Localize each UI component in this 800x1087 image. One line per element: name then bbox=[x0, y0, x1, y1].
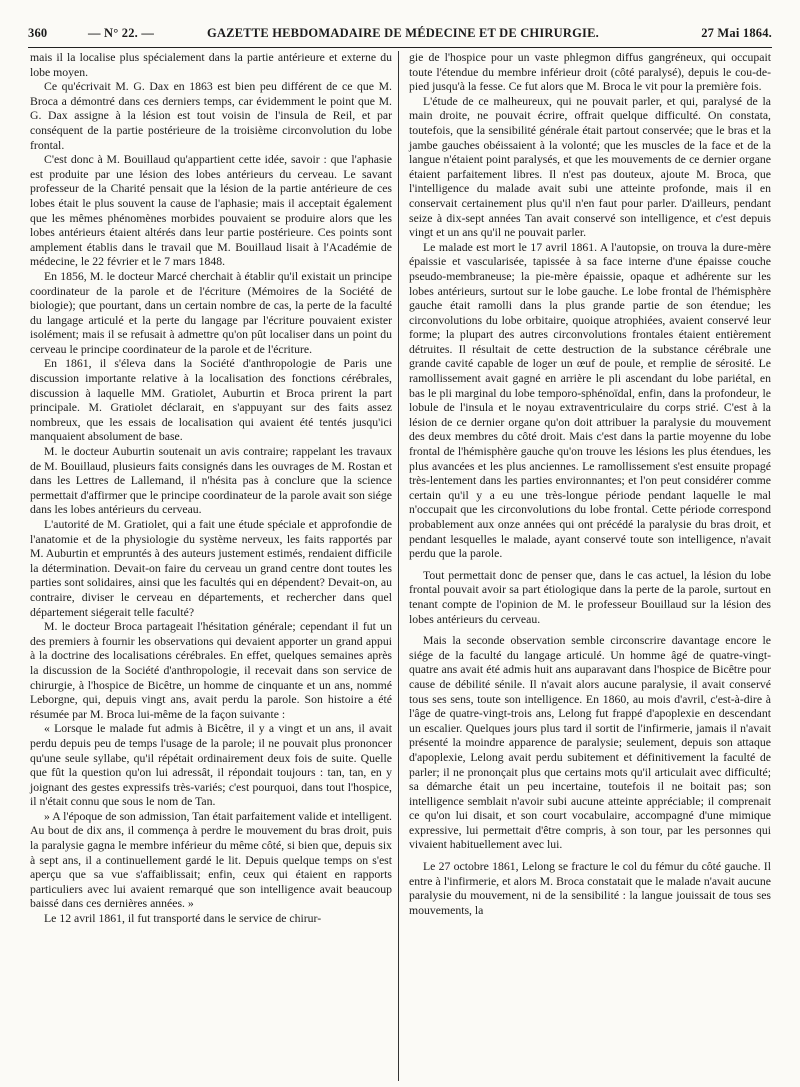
quote-paragraph: « Lorsque le malade fut admis à Bicêtre, il y a vingt et un ans, il avait perdu depuis peu de temps l'usage de la parole; il ne pouvait plus prononcer qu'une seule syllabe, qu'il répétait ordinairement deux fois de suite. Quelle que fût la question qu'on lui adressât, il répondait toujours : tan, tan, en y joignant des gestes expressifs très-variés; c'est pourquoi, dans tout l'hospice, il n'était connu que sous le nom de Tan. bbox=[30, 722, 392, 809]
page-number: 360 bbox=[28, 26, 48, 40]
paragraph: Le malade est mort le 17 avril 1861. A l'autopsie, on trouva la dure-mère épaissie et vascularisée, tapissée à sa face interne d'une épaisse couche pseudo-membraneuse; la pie-mère épaissie, opaque et adhérente sur les lobes antérieurs, surtout sur le lobe gauche. Le lobe frontal de l'hémisphère gauche était ramolli dans la plus grande partie de son étendue; les circonvolutions du lobe orbitaire, quoique atrophiées, avaient conservé leur forme; la plupart des autres circonvolutions frontales étaient entièrement détruites. Il résultait de cette destruction de la substance cérébrale une grande cavité capable de loger un œuf de poule, et remplie de sérosité. Le ramollissement avait gagné en arrière le pli ascendant du lobe pariétal, en bas le pli marginal du lobe temporo-sphénoïdal, enfin, dans la profondeur, le lobule de l'insula et le noyau extraventriculaire du corps strié. C'est à la lésion de ce dernier organe qu'on doit attribuer la paralysie du mouvement des deux membres du côté droit. Mais c'est dans la partie moyenne du lobe frontal de l'hémisphère gauche qu'on trouve les lésions les plus étendues, les plus avancées et les plus anciennes. Le ramollissement s'est ensuite propagé très-lentement dans les parties environnantes; et l'on peut considérer comme certain qu'il y a eu une très-longue période pendant laquelle le mal n'occupait que les circonvolutions du lobe frontal. Cette période correspond probablement aux onze années qui ont précédé la paralysie du bras droit, et pendant lesquelles le malade, ayant conservé toute son intelligence, n'avait perdu que la parole. bbox=[409, 240, 771, 561]
issue-number: — N° 22. — bbox=[88, 26, 155, 40]
paragraph: Ce qu'écrivait M. G. Dax en 1863 est bien peu différent de ce que M. Broca a démontré dans ces derniers temps, car évidemment le point que M. G. Dax assigne à la lésion est tout voisin de l'insula de Reil, et par conséquent de la partie postérieure de la troisième circonvolution du lobe frontal. bbox=[30, 80, 392, 152]
paragraph: M. le docteur Broca partageait l'hésitation générale; cependant il fut un des premiers à fournir les observations qui devaient apporter un grand appui à la doctrine des localisations cérébrales. En effet, quelques semaines après la discussion de la Société d'anthropologie, il recevait dans son service de chirurgie, à l'hospice de Bicêtre, un homme de cinquante et un ans, nommé Leborgne, qui, depuis vingt ans, avait perdu la parole. Son histoire a été résumée par M. Broca lui-même de la façon suivante : bbox=[30, 620, 392, 721]
paragraph: En 1856, M. le docteur Marcé cherchait à établir qu'il existait un principe coordinateur de la parole et de l'écriture (Mémoires de la Société de biologie); que pourtant, dans un certain nombre de cas, la perte de la faculté du langage articulé et la perte du langage par l'écriture pouvaient exister isolément; mais il se refusait à admettre qu'on pût localiser dans un point du cerveau le principe coordinateur de la parole et de l'écriture. bbox=[30, 269, 392, 356]
paragraph: L'étude de ce malheureux, qui ne pouvait parler, et qui, paralysé de la main droite, ne pouvait écrire, offrait quelque difficulté. On constata, toutefois, que la sensibilité générale était partout conservée; que le bras et la jambe gauches obéissaient à la volonté; que les muscles de la face et de la langue n'étaient point paralysés, et que les mouvements de ce dernier organe étaient parfaitement libres. Il n'est pas douteux, ajoute M. Broca, que l'intelligence du malade avait subi une atteinte profonde, mais il en conservait certainement plus qu'il n'en faut pour parler. D'ailleurs, pendant seize à dix-sept années Tan avait conservé son intelligence, et c'est depuis vingt et un ans qu'il ne pouvait parler. bbox=[409, 94, 771, 240]
paragraph: Le 12 avril 1861, il fut transporté dans le service de chirur- bbox=[44, 912, 322, 926]
paragraph: En 1861, il s'éleva dans la Société d'anthropologie de Paris une discussion importante relative à la localisation des fonctions cérébrales, discussion à laquelle MM. Gratiolet, Auburtin et Broca prirent la part principale. M. Gratiolet déclarait, en s'appuyant sur des faits assez nombreux, que les essais de localisation qui avaient été tentés jusqu'ici manquaient absolument de base. bbox=[30, 357, 392, 444]
paragraph: L'autorité de M. Gratiolet, qui a fait une étude spéciale et approfondie de l'anatomie et de la physiologie du système nerveux, les faits rapportés par M. Auburtin et empruntés à des auteurs justement estimés, rendaient difficile la détermination. Devait-on faire du cerveau un grand centre dont toutes les parties sont solidaires, ainsi que les facultés qui en dépendent? Devait-on, au contraire, diviser le cerveau en départements, et rechercher dans quel département siégerait telle faculté? bbox=[30, 518, 392, 619]
paragraph: mais il la localise plus spécialement dans la partie antérieure et externe du lobe moyen. bbox=[30, 51, 392, 79]
header-rule bbox=[28, 47, 772, 48]
paragraph: C'est donc à M. Bouillaud qu'appartient cette idée, savoir : que l'aphasie est produite par une lésion des lobes antérieurs du cerveau. Le savant professeur de la Charité pensait que la lésion de la partie antérieure de ces lobes était le plus souvent la cause de l'aphasie; mais il acceptait également que les mêmes phénomènes morbides pouvaient se produire alors que les lobes antérieurs étaient altérés dans leur partie postérieure. Ces points sont amplement établis dans le travail que M. Bouillaud lisait à l'Académie de médecine, le 22 février et le 7 mars 1848. bbox=[30, 153, 392, 269]
paragraph: M. le docteur Auburtin soutenait un avis contraire; rappelant les travaux de M. Bouillaud, plusieurs faits consignés dans les ouvrages de M. Rostan et dans les Lettres de Lallemand, il n'hésita pas à conclure que la science permettait d'affirmer que le principe coordinateur de la parole avait son siége dans les lobes antérieurs du cerveau. bbox=[30, 445, 392, 517]
page-header bbox=[28, 12, 772, 42]
issue-date: 27 Mai 1864. bbox=[701, 26, 772, 40]
journal-title: GAZETTE HEBDOMADAIRE DE MÉDECINE ET DE CHIRURGIE. bbox=[207, 26, 599, 40]
paragraph: Mais la seconde observation semble circonscrire davantage encore le siége de la faculté du langage articulé. Un homme âgé de quatre-vingt-quatre ans avait été admis huit ans auparavant dans l'hospice de Bicêtre pour cause de débilité sénile. Il n'avait alors aucune paralysie, il avait conservé tous ses sens, toute son intelligence. En 1860, au mois d'avril, c'est-à-dire à l'âge de quatre-vingt-trois ans, Lelong fut frappé d'apoplexie en descendant un escalier. Quelques jours plus tard il sortit de l'infirmerie, jamais il n'avait présenté la moindre apparence de paralysie; seulement, depuis son attaque d'apoplexie, Lelong avait perdu subitement et définitivement la faculté de parler; il ne prononçait plus que certains mots qu'il articulait avec difficulté; sa démarche était un peu incertaine, toutefois il ne boitait pas; son intelligence semblait n'avoir subi aucune atteinte appréciable; il comprenait ce qu'on lui disait, et son court vocabulaire, accompagné d'une mimique expressive, lui permettait d'être compris, à son tour, par les personnes qui vivaient habituellement avec lui. bbox=[409, 634, 771, 852]
paragraph: gie de l'hospice pour un vaste phlegmon diffus gangréneux, qui occupait toute l'étendue du membre inférieur droit (côté paralysé), depuis le cou-de-pied jusqu'à la fesse. Ce fut alors que M. Broca le vit pour la première fois. bbox=[409, 51, 771, 94]
left-column bbox=[30, 51, 392, 927]
paragraph: Le 27 octobre 1861, Lelong se fracture le col du fémur du côté gauche. Il entre à l'infirmerie, et alors M. Broca constatait que le malade n'avait aucune paralysie du mouvement, ni de la sensibilité : la langue jouissait de tous ses mouvements, la bbox=[409, 860, 771, 917]
quote-paragraph: » A l'époque de son admission, Tan était parfaitement valide et intelligent. Au bout de dix ans, il commença à perdre le mouvement du bras droit, puis la paralysie gagna le membre inférieur du même côté, si bien que, depuis six à sept ans, il a continuellement gardé le lit. Depuis quelque temps on s'est aperçu que sa vue s'affaiblissait; enfin, ceux qui étaient en rapports particuliers avec lui avaient remarqué que son intelligence avait beaucoup baissé dans ces dernières années. » bbox=[30, 809, 392, 911]
paragraph: Tout permettait donc de penser que, dans le cas actuel, la lésion du lobe frontal pouvait avoir sa part étiologique dans la perte de la parole, surtout en tenant compte de l'opinion de M. le professeur Bouillaud sur la lésion des lobes antérieurs du cerveau. bbox=[409, 568, 771, 626]
right-column bbox=[409, 51, 771, 918]
column-divider bbox=[398, 51, 399, 1081]
